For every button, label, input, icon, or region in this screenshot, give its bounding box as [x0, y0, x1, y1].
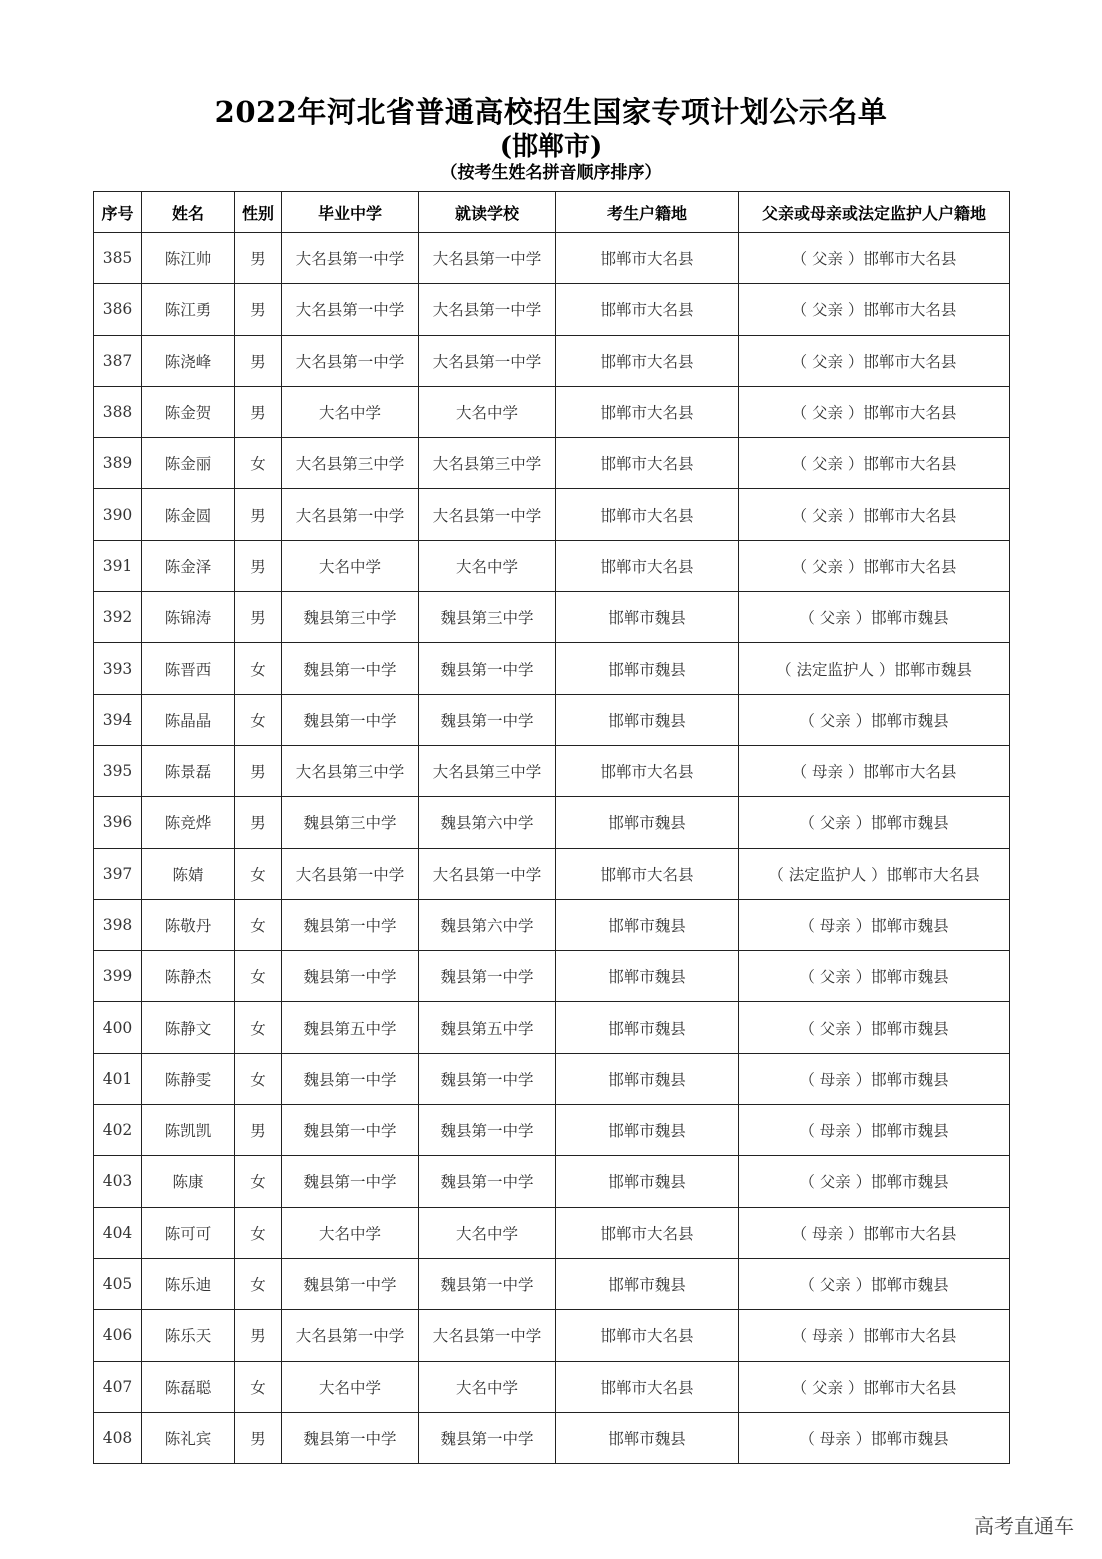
- table-row: [94, 1361, 1010, 1412]
- header-cell: 毕业中学: [282, 192, 419, 233]
- guardian-household-cell: （ 父亲 ）邯郸市大名县: [739, 284, 1010, 335]
- name-cell: 陈可可: [142, 1207, 235, 1258]
- guardian-household-cell: （ 父亲 ）邯郸市魏县: [739, 592, 1010, 643]
- gender-cell: 男: [235, 489, 282, 540]
- name-cell: 陈乐迪: [142, 1258, 235, 1309]
- graduated-school-cell: 大名中学: [282, 1361, 419, 1412]
- graduated-school-cell: 魏县第一中学: [282, 1053, 419, 1104]
- table-row: [94, 438, 1010, 489]
- household-cell: 邯郸市大名县: [556, 848, 739, 899]
- header-cell: 就读学校: [419, 192, 556, 233]
- gender-cell: 男: [235, 797, 282, 848]
- name-cell: 陈静杰: [142, 951, 235, 1002]
- guardian-household-cell: （ 父亲 ）邯郸市魏县: [739, 797, 1010, 848]
- graduated-school-cell: 大名县第一中学: [282, 1310, 419, 1361]
- name-cell: 陈晋西: [142, 643, 235, 694]
- gender-cell: 男: [235, 386, 282, 437]
- guardian-household-cell: （ 父亲 ）邯郸市大名县: [739, 233, 1010, 284]
- current-school-cell: 魏县第一中学: [419, 643, 556, 694]
- current-school-cell: 魏县第一中学: [419, 1412, 556, 1463]
- guardian-household-cell: （ 父亲 ）邯郸市大名县: [739, 489, 1010, 540]
- sort-note: （按考生姓名拼音顺序排序）: [440, 163, 662, 183]
- current-school-cell: 魏县第一中学: [419, 1105, 556, 1156]
- graduated-school-cell: 大名县第一中学: [282, 284, 419, 335]
- graduated-school-cell: 大名中学: [282, 386, 419, 437]
- header-cell: 性别: [235, 192, 282, 233]
- gender-cell: 男: [235, 1105, 282, 1156]
- serial-cell: 385: [94, 233, 142, 284]
- table-row: [94, 797, 1010, 848]
- gender-cell: 女: [235, 951, 282, 1002]
- serial-cell: 396: [94, 797, 142, 848]
- household-cell: 邯郸市魏县: [556, 1412, 739, 1463]
- table-row: [94, 540, 1010, 591]
- name-cell: 陈静文: [142, 1002, 235, 1053]
- serial-cell: 395: [94, 745, 142, 796]
- current-school-cell: 大名县第一中学: [419, 233, 556, 284]
- serial-cell: 399: [94, 951, 142, 1002]
- household-cell: 邯郸市大名县: [556, 1207, 739, 1258]
- graduated-school-cell: 魏县第一中学: [282, 899, 419, 950]
- name-cell: 陈凯凯: [142, 1105, 235, 1156]
- guardian-household-cell: （ 父亲 ）邯郸市大名县: [739, 386, 1010, 437]
- graduated-school-cell: 魏县第一中学: [282, 1412, 419, 1463]
- guardian-household-cell: （ 父亲 ）邯郸市魏县: [739, 1258, 1010, 1309]
- graduated-school-cell: 魏县第一中学: [282, 1105, 419, 1156]
- current-school-cell: 大名县第一中学: [419, 284, 556, 335]
- serial-cell: 386: [94, 284, 142, 335]
- graduated-school-cell: 大名县第三中学: [282, 745, 419, 796]
- current-school-cell: 魏县第一中学: [419, 1156, 556, 1207]
- guardian-household-cell: （ 父亲 ）邯郸市大名县: [739, 438, 1010, 489]
- graduated-school-cell: 大名县第一中学: [282, 233, 419, 284]
- header-cell: 考生户籍地: [556, 192, 739, 233]
- guardian-household-cell: （ 父亲 ）邯郸市魏县: [739, 1002, 1010, 1053]
- current-school-cell: 大名县第一中学: [419, 1310, 556, 1361]
- graduated-school-cell: 魏县第三中学: [282, 592, 419, 643]
- serial-cell: 400: [94, 1002, 142, 1053]
- graduated-school-cell: 大名县第一中学: [282, 489, 419, 540]
- current-school-cell: 魏县第三中学: [419, 592, 556, 643]
- table-row: [94, 335, 1010, 386]
- gender-cell: 男: [235, 233, 282, 284]
- household-cell: 邯郸市大名县: [556, 489, 739, 540]
- gender-cell: 女: [235, 1207, 282, 1258]
- table-row: [94, 386, 1010, 437]
- table-row: [94, 592, 1010, 643]
- name-cell: 陈磊聪: [142, 1361, 235, 1412]
- table-row: [94, 1310, 1010, 1361]
- name-cell: 陈金圆: [142, 489, 235, 540]
- serial-cell: 392: [94, 592, 142, 643]
- guardian-household-cell: （ 母亲 ）邯郸市魏县: [739, 899, 1010, 950]
- graduated-school-cell: 大名中学: [282, 540, 419, 591]
- serial-cell: 403: [94, 1156, 142, 1207]
- serial-cell: 389: [94, 438, 142, 489]
- header-cell: 父亲或母亲或法定监护人户籍地: [739, 192, 1010, 233]
- household-cell: 邯郸市大名县: [556, 540, 739, 591]
- table-row: [94, 1053, 1010, 1104]
- name-cell: 陈锦涛: [142, 592, 235, 643]
- household-cell: 邯郸市魏县: [556, 1258, 739, 1309]
- household-cell: 邯郸市魏县: [556, 694, 739, 745]
- serial-cell: 397: [94, 848, 142, 899]
- graduated-school-cell: 大名县第一中学: [282, 848, 419, 899]
- table-row: [94, 643, 1010, 694]
- gender-cell: 女: [235, 1156, 282, 1207]
- table-row: [94, 1156, 1010, 1207]
- serial-cell: 401: [94, 1053, 142, 1104]
- document-title: 2022年河北省普通高校招生国家专项计划公示名单: [214, 95, 888, 129]
- name-cell: 陈浇峰: [142, 335, 235, 386]
- guardian-household-cell: （ 父亲 ）邯郸市大名县: [739, 540, 1010, 591]
- guardian-household-cell: （ 父亲 ）邯郸市魏县: [739, 951, 1010, 1002]
- guardian-household-cell: （ 母亲 ）邯郸市魏县: [739, 1105, 1010, 1156]
- serial-cell: 388: [94, 386, 142, 437]
- table-body: [94, 233, 1010, 1464]
- household-cell: 邯郸市魏县: [556, 951, 739, 1002]
- graduated-school-cell: 魏县第五中学: [282, 1002, 419, 1053]
- serial-cell: 407: [94, 1361, 142, 1412]
- guardian-household-cell: （ 母亲 ）邯郸市大名县: [739, 1310, 1010, 1361]
- current-school-cell: 魏县第六中学: [419, 899, 556, 950]
- graduated-school-cell: 魏县第一中学: [282, 951, 419, 1002]
- current-school-cell: 魏县第一中学: [419, 1258, 556, 1309]
- serial-cell: 391: [94, 540, 142, 591]
- name-cell: 陈敬丹: [142, 899, 235, 950]
- graduated-school-cell: 大名中学: [282, 1207, 419, 1258]
- serial-cell: 404: [94, 1207, 142, 1258]
- name-cell: 陈竞烨: [142, 797, 235, 848]
- table-row: [94, 848, 1010, 899]
- name-cell: 陈婧: [142, 848, 235, 899]
- gender-cell: 男: [235, 1412, 282, 1463]
- guardian-household-cell: （ 父亲 ）邯郸市大名县: [739, 335, 1010, 386]
- household-cell: 邯郸市大名县: [556, 1361, 739, 1412]
- serial-cell: 393: [94, 643, 142, 694]
- gender-cell: 女: [235, 643, 282, 694]
- table-row: [94, 694, 1010, 745]
- table-row: [94, 284, 1010, 335]
- gender-cell: 女: [235, 1258, 282, 1309]
- current-school-cell: 大名中学: [419, 540, 556, 591]
- table-row: [94, 1002, 1010, 1053]
- guardian-household-cell: （ 母亲 ）邯郸市魏县: [739, 1053, 1010, 1104]
- household-cell: 邯郸市魏县: [556, 1105, 739, 1156]
- guardian-household-cell: （ 法定监护人 ）邯郸市魏县: [739, 643, 1010, 694]
- graduated-school-cell: 大名县第一中学: [282, 335, 419, 386]
- table-row: [94, 233, 1010, 284]
- roster-table: [93, 191, 1010, 1464]
- current-school-cell: 魏县第一中学: [419, 694, 556, 745]
- gender-cell: 男: [235, 745, 282, 796]
- gender-cell: 女: [235, 848, 282, 899]
- graduated-school-cell: 魏县第一中学: [282, 643, 419, 694]
- household-cell: 邯郸市魏县: [556, 643, 739, 694]
- document-region: (邯郸市): [499, 132, 603, 162]
- gender-cell: 女: [235, 1361, 282, 1412]
- table-row: [94, 1105, 1010, 1156]
- current-school-cell: 大名县第一中学: [419, 848, 556, 899]
- gender-cell: 女: [235, 438, 282, 489]
- household-cell: 邯郸市大名县: [556, 233, 739, 284]
- table-row: [94, 1207, 1010, 1258]
- household-cell: 邯郸市魏县: [556, 797, 739, 848]
- current-school-cell: 大名县第一中学: [419, 335, 556, 386]
- guardian-household-cell: （ 母亲 ）邯郸市大名县: [739, 745, 1010, 796]
- current-school-cell: 大名中学: [419, 1361, 556, 1412]
- graduated-school-cell: 魏县第三中学: [282, 797, 419, 848]
- table-row: [94, 1258, 1010, 1309]
- current-school-cell: 魏县第五中学: [419, 1002, 556, 1053]
- guardian-household-cell: （ 法定监护人 ）邯郸市大名县: [739, 848, 1010, 899]
- current-school-cell: 大名县第三中学: [419, 745, 556, 796]
- name-cell: 陈康: [142, 1156, 235, 1207]
- serial-cell: 405: [94, 1258, 142, 1309]
- serial-cell: 390: [94, 489, 142, 540]
- name-cell: 陈江勇: [142, 284, 235, 335]
- table-row: [94, 489, 1010, 540]
- current-school-cell: 魏县第六中学: [419, 797, 556, 848]
- guardian-household-cell: （ 父亲 ）邯郸市大名县: [739, 1361, 1010, 1412]
- household-cell: 邯郸市大名县: [556, 284, 739, 335]
- household-cell: 邯郸市魏县: [556, 592, 739, 643]
- gender-cell: 女: [235, 694, 282, 745]
- gender-cell: 男: [235, 1310, 282, 1361]
- guardian-household-cell: （ 母亲 ）邯郸市魏县: [739, 1412, 1010, 1463]
- name-cell: 陈景磊: [142, 745, 235, 796]
- graduated-school-cell: 大名县第三中学: [282, 438, 419, 489]
- table-row: [94, 745, 1010, 796]
- name-cell: 陈礼宾: [142, 1412, 235, 1463]
- household-cell: 邯郸市魏县: [556, 1053, 739, 1104]
- name-cell: 陈江帅: [142, 233, 235, 284]
- household-cell: 邯郸市魏县: [556, 1156, 739, 1207]
- table-header-row: [94, 192, 1010, 233]
- household-cell: 邯郸市大名县: [556, 335, 739, 386]
- guardian-household-cell: （ 母亲 ）邯郸市大名县: [739, 1207, 1010, 1258]
- household-cell: 邯郸市大名县: [556, 745, 739, 796]
- name-cell: 陈金丽: [142, 438, 235, 489]
- household-cell: 邯郸市大名县: [556, 438, 739, 489]
- name-cell: 陈金贺: [142, 386, 235, 437]
- name-cell: 陈金泽: [142, 540, 235, 591]
- serial-cell: 406: [94, 1310, 142, 1361]
- name-cell: 陈静雯: [142, 1053, 235, 1104]
- graduated-school-cell: 魏县第一中学: [282, 1156, 419, 1207]
- serial-cell: 394: [94, 694, 142, 745]
- household-cell: 邯郸市魏县: [556, 1002, 739, 1053]
- household-cell: 邯郸市大名县: [556, 1310, 739, 1361]
- serial-cell: 387: [94, 335, 142, 386]
- table-row: [94, 951, 1010, 1002]
- gender-cell: 男: [235, 540, 282, 591]
- watermark: 高考直通车: [974, 1514, 1074, 1538]
- current-school-cell: 魏县第一中学: [419, 1053, 556, 1104]
- gender-cell: 男: [235, 592, 282, 643]
- header-cell: 序号: [94, 192, 142, 233]
- gender-cell: 女: [235, 899, 282, 950]
- current-school-cell: 大名中学: [419, 1207, 556, 1258]
- current-school-cell: 大名县第三中学: [419, 438, 556, 489]
- serial-cell: 402: [94, 1105, 142, 1156]
- guardian-household-cell: （ 父亲 ）邯郸市魏县: [739, 694, 1010, 745]
- household-cell: 邯郸市魏县: [556, 899, 739, 950]
- household-cell: 邯郸市大名县: [556, 386, 739, 437]
- current-school-cell: 魏县第一中学: [419, 951, 556, 1002]
- gender-cell: 女: [235, 1002, 282, 1053]
- graduated-school-cell: 魏县第一中学: [282, 694, 419, 745]
- table-row: [94, 899, 1010, 950]
- name-cell: 陈乐天: [142, 1310, 235, 1361]
- gender-cell: 男: [235, 284, 282, 335]
- gender-cell: 男: [235, 335, 282, 386]
- table-row: [94, 1412, 1010, 1463]
- gender-cell: 女: [235, 1053, 282, 1104]
- current-school-cell: 大名中学: [419, 386, 556, 437]
- graduated-school-cell: 魏县第一中学: [282, 1258, 419, 1309]
- current-school-cell: 大名县第一中学: [419, 489, 556, 540]
- guardian-household-cell: （ 父亲 ）邯郸市魏县: [739, 1156, 1010, 1207]
- serial-cell: 408: [94, 1412, 142, 1463]
- header-cell: 姓名: [142, 192, 235, 233]
- name-cell: 陈晶晶: [142, 694, 235, 745]
- serial-cell: 398: [94, 899, 142, 950]
